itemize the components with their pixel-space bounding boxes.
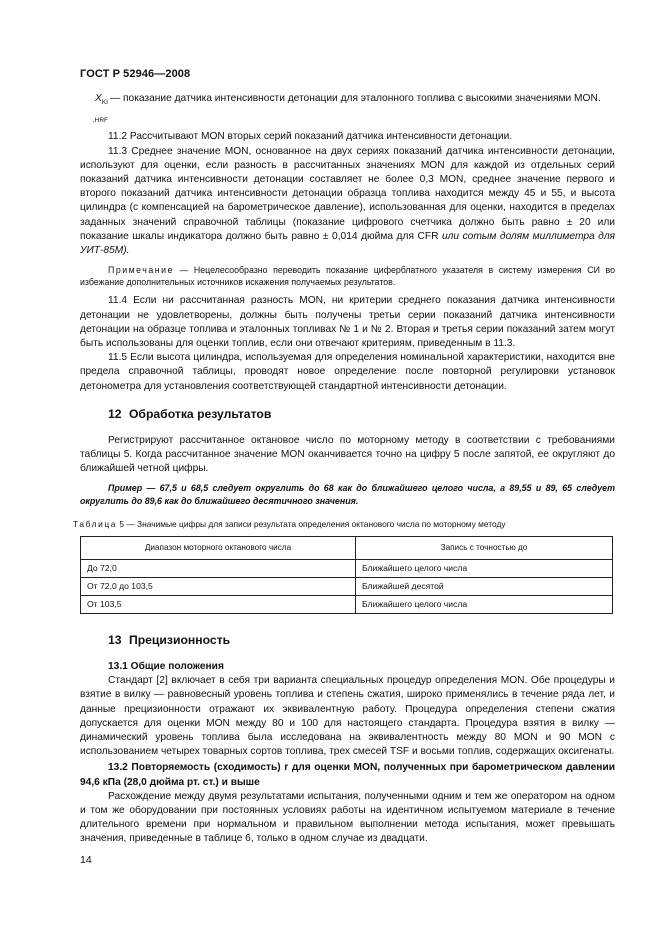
table-row (81, 577, 613, 595)
table-header-cell: Запись с точностью до (356, 536, 613, 559)
note-text: — Нецелесообразно переводить показание циферблатного указателя в систему измерения СИ во избежание дополнительных источников искажения получаемых результатов. (80, 265, 615, 288)
section-12-body: Регистрируют рассчитанное октановое число по моторному методу в соответствии с требованиями таблицы 5. Когда рассчитанное значение MON оканчивается точно на цифру 5 после запятой, ее округляют до ближайшей четной цифры. (80, 434, 615, 475)
table-cell: До 72,0 (81, 559, 356, 577)
table-5 (80, 536, 613, 614)
note-label: Примечание (108, 265, 174, 276)
table-cell: Ближайшего целого числа (356, 595, 613, 613)
table-cell: Ближайшего целого числа (356, 559, 613, 577)
subsection-13-2-body: Расхождение между двумя результатами испытания, полученными одним и тем же оператором на одном и том же оборудовании при постоянных условиях работы на идентичном испытуемом материале в течение длительного времени при нормальном и правильном выполнении метода испытания, может превышать значения, приведенные в таблице 6, только в одном случае из двадцати. (80, 790, 615, 845)
table-header-row (81, 536, 613, 559)
definition-text: — показание датчика интенсивности детонации для эталонного топлива с высокими значениями MON. (110, 93, 601, 104)
table-header-cell: Диапазон моторного октанового числа (81, 536, 356, 559)
subsection-13-1-body: Стандарт [2] включает в себя три варианта специальных процедур определения MON. Обе процедуры и взятие в вилку — равновесный уровень топлива и степень сжатия, широко применялись в течение ряда лет, и данные прецизионности отражают их эквивалентную работу. Процедура определения степени сжатия допускается для оценки MON между 80 и 100 для настоящего стандарта. Процедура взятия в вилку — динамический уровень топлива была исследована на эквивалентность между 80 MON и 90 MON с использованием четырех товарных сортов топлива, трех смесей TSF и восьми топлив, содержащих оксигенаты. (80, 675, 615, 758)
table-row (81, 559, 613, 577)
table-cell: Ближайшей десятой (356, 577, 613, 595)
section-12-title: 12 Обработка результатов (108, 406, 272, 421)
page-number: 14 (80, 854, 92, 866)
page-content (73, 92, 616, 847)
document-header: ГОСТ Р 52946—2008 (80, 68, 191, 80)
subsection-13-2-title: 13.2 Повторяемость (сходимость) r для оценки MON, полученных при барометрическом давлении 94,6 кПа (28,0 дюйма рт. ст.) и выше (80, 762, 615, 788)
definition-row (80, 92, 615, 128)
table-5-caption: Таблица 5 — Значимые цифры для записи результата определения октанового числа по моторному методу (73, 518, 506, 529)
paragraph-11-4: 11.4 Если ни рассчитанная разность MON, ни критерии среднего показания датчика интенсивности детонации не удовлетворены, должны быть получены третьи серии показаний датчика интенсивности детонации на образце топлива и эталонных топливах № 1 и № 2. Вторая и третья серии показаний затем могут быть использованы для оценки топлив, если они отвечают критериям, приведенным в 11.3. (80, 295, 615, 349)
table-cell: От 72,0 до 103,5 (81, 577, 356, 595)
section-13-title: 13 Прецизионность (108, 632, 231, 647)
subsection-13-1-title: 13.1 Общие положения (108, 660, 224, 672)
table-cell: От 103,5 (81, 595, 356, 613)
definition-symbol: $X_{KI ,HRF}$ (92, 93, 108, 125)
paragraph-11-5: 11.5 Если высота цилиндра, используемая для определения номинальной характеристики, находится вне предела справочной таблицы, проводят новое определение после повторной регулировки установок детонометра для установления соответствующей стандартной интенсивности детонации. (80, 352, 615, 392)
note (80, 264, 615, 288)
paragraph-11-2: 11.2 Рассчитывают MON вторых серий показаний датчика интенсивности детонации. (108, 131, 513, 143)
example-text: Пример — 67,5 и 68,5 следует округлить до 68 как до ближайшего целого числа, а 89,55 и 89, 65 следует округлить до 89,6 как до ближайшего десятичного значения. (80, 483, 615, 507)
table-row (81, 595, 613, 613)
paragraph-11-3: 11.3 Среднее значение MON, основанное на двух сериях показаний датчика интенсивности детонации, используют для оценки, если разность в рассчитанных значениях MON для каждой из отдельных серий показаний датчика интенсивности детонации составляет не более 0,3 MON, среднее значение первого и второго показаний датчика интенсивности детонации образца топлива находится между 45 и 55, и высота цилиндра (с компенсацией на барометрическое давление), использованная для оценки, находится в пределах заданных значений справочной таблицы (показание цифрового счетчика должно быть равно ± 20 или показание шкалы индикатора должно быть равно ± 0,014 дюйма для CFR или сотым долям миллиметра для УИТ-85М). (80, 145, 616, 257)
